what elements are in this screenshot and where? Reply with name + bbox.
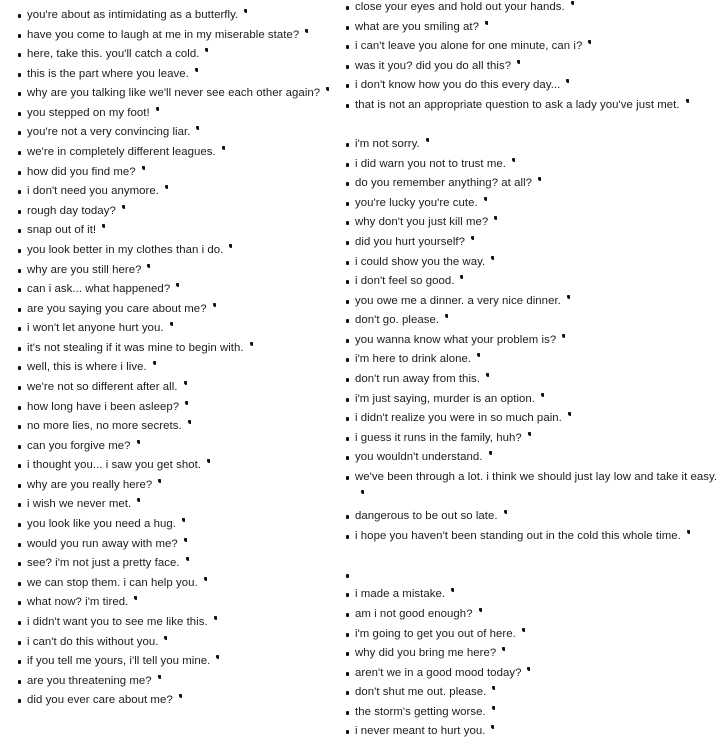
prompt-item (346, 644, 718, 664)
bullet-icon (346, 300, 349, 304)
prompt-text: don't go. please. (355, 314, 440, 327)
tail-mark-icon (451, 588, 454, 592)
prompt-text: i don't need you anymore. (27, 185, 159, 198)
tail-mark-icon (214, 616, 217, 620)
bullet-icon (18, 112, 21, 116)
prompt-item (346, 0, 718, 18)
prompt-text: no more lies, no more secrets. (27, 420, 182, 433)
prompt-item (18, 104, 332, 124)
tail-mark-icon (491, 725, 494, 729)
prompt-text: here, take this. you'll catch a cold. (27, 48, 200, 61)
prompt-item (18, 300, 332, 320)
prompt-item (18, 613, 332, 633)
prompt-text: can you forgive me? (27, 439, 131, 452)
bullet-icon (346, 104, 349, 108)
prompt-text: do you remember anything? at all? (355, 177, 533, 190)
tail-mark-icon (460, 275, 463, 279)
tail-mark-icon (479, 608, 482, 612)
tail-mark-icon (195, 68, 198, 72)
prompt-text: why are you really here? (27, 478, 153, 491)
bullet-icon (346, 456, 349, 460)
bullet-icon (346, 633, 349, 637)
prompt-item (18, 65, 332, 85)
prompt-item (18, 515, 332, 535)
bullet-icon (18, 601, 21, 605)
tail-mark-icon (182, 518, 185, 522)
prompt-item (346, 96, 718, 135)
prompt-text: i didn't realize you were in so much pain. (355, 412, 562, 425)
prompt-text: why did you bring me here? (355, 647, 497, 660)
prompt-text: why are you still here? (27, 263, 142, 276)
tail-mark-icon (244, 9, 247, 13)
prompt-text: what are you smiling at? (355, 20, 480, 33)
bullet-icon (18, 171, 21, 175)
prompt-text: that is not an appropriate question to ask a lady you've just met. (355, 98, 680, 111)
bullet-icon (18, 131, 21, 135)
tail-mark-icon (156, 107, 159, 111)
tail-mark-icon (164, 636, 167, 640)
prompt-item (346, 350, 718, 370)
bullet-icon (346, 6, 349, 10)
prompt-text: i'm not sorry. (355, 138, 420, 151)
prompt-item (18, 143, 332, 163)
bullet-icon (346, 437, 349, 441)
prompt-text: you wanna know what your problem is? (355, 333, 557, 346)
bullet-icon (346, 182, 349, 186)
bullet-icon (18, 34, 21, 38)
tail-mark-icon (571, 1, 574, 5)
bullet-icon (18, 190, 21, 194)
prompt-item (18, 437, 332, 457)
bullet-icon (346, 280, 349, 284)
prompt-text: have you come to laugh at me in my miserable state? (27, 28, 300, 41)
tail-mark-icon (471, 236, 474, 240)
tail-mark-icon (184, 538, 187, 542)
prompt-item (346, 664, 718, 684)
tail-mark-icon (512, 158, 515, 162)
tail-mark-icon (207, 459, 210, 463)
tail-mark-icon (122, 205, 125, 209)
tail-mark-icon (142, 166, 145, 170)
prompt-text: i can't leave you alone for one minute, can i? (355, 40, 583, 53)
prompt-text: dangerous to be out so late. (355, 510, 498, 523)
prompt-text: i can't do this without you. (27, 635, 159, 648)
tail-mark-icon (492, 706, 495, 710)
bullet-icon (18, 464, 21, 468)
bullet-icon (346, 417, 349, 421)
tail-mark-icon (494, 216, 497, 220)
prompt-item (346, 409, 718, 429)
tail-mark-icon (184, 381, 187, 385)
prompt-item (346, 233, 718, 253)
prompt-item (346, 253, 718, 273)
bullet-icon (18, 327, 21, 331)
tail-mark-icon (216, 655, 219, 659)
bullet-icon (346, 26, 349, 30)
prompt-text: i thought you... i saw you get shot. (27, 459, 202, 472)
bullet-icon (346, 378, 349, 382)
bullet-icon (346, 202, 349, 206)
prompt-item (18, 535, 332, 555)
bullet-icon (346, 613, 349, 617)
prompt-text: you're about as intimidating as a butterfly. (27, 9, 239, 21)
prompt-item (18, 163, 332, 183)
tail-mark-icon (477, 353, 480, 357)
prompt-item (18, 652, 332, 672)
prompt-item (18, 633, 332, 653)
tail-mark-icon (426, 138, 429, 142)
bullet-icon (346, 339, 349, 343)
bullet-icon (18, 543, 21, 547)
prompt-item (346, 429, 718, 449)
prompt-text: i hope you haven't been standing out in the cold this whole time. (355, 529, 681, 542)
prompt-text: you stepped on my foot! (27, 106, 150, 119)
prompt-text: well, this is where i live. (27, 361, 147, 374)
bullet-icon (18, 386, 21, 390)
tail-mark-icon (134, 596, 137, 600)
prompt-item (346, 625, 718, 645)
prompt-item (346, 370, 718, 390)
prompt-text: i did warn you not to trust me. (355, 157, 506, 170)
prompt-text: are you saying you care about me? (27, 302, 207, 315)
prompt-item (346, 605, 718, 625)
bullet-icon (18, 503, 21, 507)
prompt-item (346, 331, 718, 351)
prompt-item (18, 398, 332, 418)
bullet-icon (18, 229, 21, 233)
tail-mark-icon (528, 432, 531, 436)
bullet-icon (18, 699, 21, 703)
tail-mark-icon (196, 126, 199, 130)
prompt-item (18, 123, 332, 143)
prompt-text: can i ask... what happened? (27, 283, 171, 296)
prompt-text: am i not good enough? (355, 607, 473, 620)
prompt-item (346, 155, 718, 175)
tail-mark-icon (541, 393, 544, 397)
bullet-icon (18, 484, 21, 488)
prompt-item (346, 213, 718, 233)
prompt-item (346, 585, 718, 605)
bullet-icon (18, 249, 21, 253)
prompt-text: aren't we in a good mood today? (355, 666, 522, 679)
prompt-text: i don't feel so good. (355, 275, 455, 288)
tail-mark-icon (205, 48, 208, 52)
prompt-text: the storm's getting worse. (355, 705, 486, 718)
prompt-item (18, 26, 332, 46)
bullet-icon (18, 366, 21, 370)
bullet-icon (346, 672, 349, 676)
tail-mark-icon (204, 577, 207, 581)
tail-mark-icon (686, 99, 689, 103)
tail-mark-icon (491, 256, 494, 260)
prompt-item (346, 311, 718, 331)
prompt-item (18, 574, 332, 594)
tail-mark-icon (176, 283, 179, 287)
bullet-icon (18, 14, 21, 18)
prompt-text: this is the part where you leave. (27, 67, 189, 80)
bullet-icon (346, 163, 349, 167)
prompt-item (18, 339, 332, 359)
bullet-icon (18, 523, 21, 527)
tail-mark-icon (588, 40, 591, 44)
tail-mark-icon (567, 295, 570, 299)
tail-mark-icon (153, 361, 156, 365)
prompt-text: snap out of it! (27, 224, 97, 237)
tail-mark-icon (504, 510, 507, 514)
bullet-icon (18, 621, 21, 625)
tail-mark-icon (158, 675, 161, 679)
prompt-item (346, 683, 718, 703)
prompt-text: i'm just saying, murder is an option. (355, 392, 536, 405)
prompt-text: i won't let anyone hurt you. (27, 322, 164, 335)
prompt-item (18, 45, 332, 65)
bullet-icon (18, 582, 21, 586)
tail-mark-icon (492, 686, 495, 690)
prompt-item (18, 202, 332, 222)
prompt-item (18, 84, 332, 104)
prompt-text: i made a mistake. (355, 588, 446, 601)
prompt-text: we're in completely different leagues. (27, 146, 216, 159)
bullet-icon (18, 660, 21, 664)
bullet-icon (18, 641, 21, 645)
prompt-text: i never meant to hurt you. (355, 725, 486, 738)
bullet-icon (346, 515, 349, 519)
prompt-text: are you threatening me? (27, 674, 152, 687)
tail-mark-icon (538, 177, 541, 181)
prompt-item (18, 672, 332, 692)
tail-mark-icon (179, 694, 182, 698)
bullet-icon (346, 45, 349, 49)
tail-mark-icon (186, 557, 189, 561)
prompt-item (18, 417, 332, 437)
bullet-icon (346, 691, 349, 695)
prompt-item (346, 76, 718, 96)
prompt-text: i could show you the way. (355, 255, 486, 268)
prompt-item (346, 390, 718, 410)
prompt-text: you look better in my clothes than i do. (27, 243, 224, 256)
tail-mark-icon (484, 197, 487, 201)
bullet-icon (346, 319, 349, 323)
tail-mark-icon (137, 440, 140, 444)
tail-mark-icon (147, 264, 150, 268)
bullet-icon (346, 241, 349, 245)
prompt-item (346, 507, 718, 527)
bullet-icon (346, 593, 349, 597)
tail-mark-icon (170, 322, 173, 326)
bullet-icon (346, 65, 349, 69)
prompt-text: see? i'm not just a pretty face. (27, 557, 180, 570)
tail-mark-icon (445, 314, 448, 318)
tail-mark-icon (250, 342, 253, 346)
prompt-text: don't shut me out. please. (355, 686, 487, 699)
prompt-item (18, 378, 332, 398)
prompt-text: you're not a very convincing liar. (27, 126, 191, 139)
bullet-icon (18, 406, 21, 410)
prompt-item (18, 495, 332, 515)
prompt-item (346, 722, 718, 742)
prompt-text: you owe me a dinner. a very nice dinner. (355, 294, 561, 307)
prompt-text: why don't you just kill me? (355, 216, 489, 229)
tail-mark-icon (562, 334, 565, 338)
tail-mark-icon (137, 498, 140, 502)
prompt-text: don't run away from this. (355, 372, 480, 385)
prompt-item (346, 272, 718, 292)
tail-mark-icon (188, 420, 191, 424)
bullet-icon (346, 358, 349, 362)
bullet-icon (18, 308, 21, 312)
bullet-icon (18, 680, 21, 684)
tail-mark-icon (566, 79, 569, 83)
tail-mark-icon (158, 479, 161, 483)
prompt-text: we're not so different after all. (27, 380, 178, 393)
tail-mark-icon (568, 412, 571, 416)
prompt-list-right (346, 0, 718, 742)
prompt-text: was it you? did you do all this? (355, 59, 512, 72)
bullet-icon (18, 425, 21, 429)
prompt-item (346, 135, 718, 155)
bullet-icon (18, 92, 21, 96)
prompt-text: how long have i been asleep? (27, 400, 180, 413)
prompt-item (18, 6, 332, 26)
prompt-item (346, 292, 718, 312)
prompt-text: i'm going to get you out of here. (355, 627, 516, 640)
prompt-text: you wouldn't understand. (355, 451, 483, 464)
prompt-item (18, 476, 332, 496)
tail-mark-icon (527, 667, 530, 671)
bullet-icon (346, 574, 349, 578)
prompt-text: rough day today? (27, 204, 116, 217)
bullet-icon (18, 53, 21, 57)
prompt-item (18, 261, 332, 281)
tail-mark-icon (517, 60, 520, 64)
prompt-item (18, 221, 332, 241)
bullet-icon (18, 288, 21, 292)
prompt-item (346, 18, 718, 38)
tail-mark-icon (213, 303, 216, 307)
prompt-text: how did you find me? (27, 165, 136, 178)
prompt-text: i wish we never met. (27, 498, 132, 511)
prompt-item (18, 691, 332, 711)
tail-mark-icon (502, 647, 505, 651)
bullet-icon (346, 221, 349, 225)
prompt-item (346, 194, 718, 214)
tail-mark-icon (361, 490, 364, 494)
tail-mark-icon (305, 29, 308, 33)
prompt-text: did you hurt yourself? (355, 235, 466, 248)
prompt-text: would you run away with me? (27, 537, 178, 550)
bullet-icon (346, 730, 349, 734)
prompt-item (18, 182, 332, 202)
bullet-icon (346, 143, 349, 147)
prompt-text: i didn't want you to see me like this. (27, 615, 208, 628)
tail-mark-icon (485, 21, 488, 25)
prompt-item (346, 566, 718, 586)
tail-mark-icon (229, 244, 232, 248)
prompt-item (346, 448, 718, 468)
prompt-item (18, 456, 332, 476)
prompt-text: did you ever care about me? (27, 694, 173, 707)
tail-mark-icon (489, 451, 492, 455)
bullet-icon (18, 210, 21, 214)
prompt-item (346, 527, 718, 566)
prompt-item (346, 37, 718, 57)
prompt-text: i don't know how you do this every day... (355, 79, 561, 92)
bullet-icon (18, 151, 21, 155)
prompt-text: if you tell me yours, i'll tell you mine. (27, 655, 211, 668)
bullet-icon (18, 445, 21, 449)
bullet-icon (18, 73, 21, 77)
bullet-icon (346, 398, 349, 402)
tail-mark-icon (687, 530, 690, 534)
prompt-item (346, 468, 718, 507)
prompt-item (346, 57, 718, 77)
prompt-item (346, 174, 718, 194)
prompt-item (18, 319, 332, 339)
prompt-list-left (18, 6, 332, 711)
tail-mark-icon (185, 401, 188, 405)
prompt-text: close your eyes and hold out your hands. (355, 1, 565, 13)
tail-mark-icon (522, 628, 525, 632)
bullet-icon (346, 652, 349, 656)
prompt-item (18, 241, 332, 261)
prompt-text: i'm here to drink alone. (355, 353, 472, 366)
prompt-item (18, 280, 332, 300)
prompt-item (18, 358, 332, 378)
prompt-text: you're lucky you're cute. (355, 196, 478, 209)
bullet-icon (346, 476, 349, 480)
tail-mark-icon (326, 87, 329, 91)
tail-mark-icon (486, 373, 489, 377)
prompt-text: we've been through a lot. i think we should just lay low and take it easy. (355, 470, 718, 483)
bullet-icon (346, 261, 349, 265)
bullet-icon (18, 562, 21, 566)
bullet-icon (18, 347, 21, 351)
prompt-text: we can stop them. i can help you. (27, 576, 198, 589)
bullet-icon (346, 535, 349, 539)
prompt-text: i guess it runs in the family, huh? (355, 431, 522, 444)
prompt-text: you look like you need a hug. (27, 518, 176, 531)
prompt-item (18, 554, 332, 574)
tail-mark-icon (222, 146, 225, 150)
bullet-icon (18, 269, 21, 273)
prompt-text: it's not stealing if it was mine to begin with. (27, 341, 244, 354)
prompt-text: why are you talking like we'll never see each other again? (27, 87, 321, 100)
prompt-item (18, 593, 332, 613)
bullet-icon (346, 84, 349, 88)
tail-mark-icon (165, 185, 168, 189)
prompt-text: what now? i'm tired. (27, 596, 129, 609)
tail-mark-icon (102, 224, 105, 228)
